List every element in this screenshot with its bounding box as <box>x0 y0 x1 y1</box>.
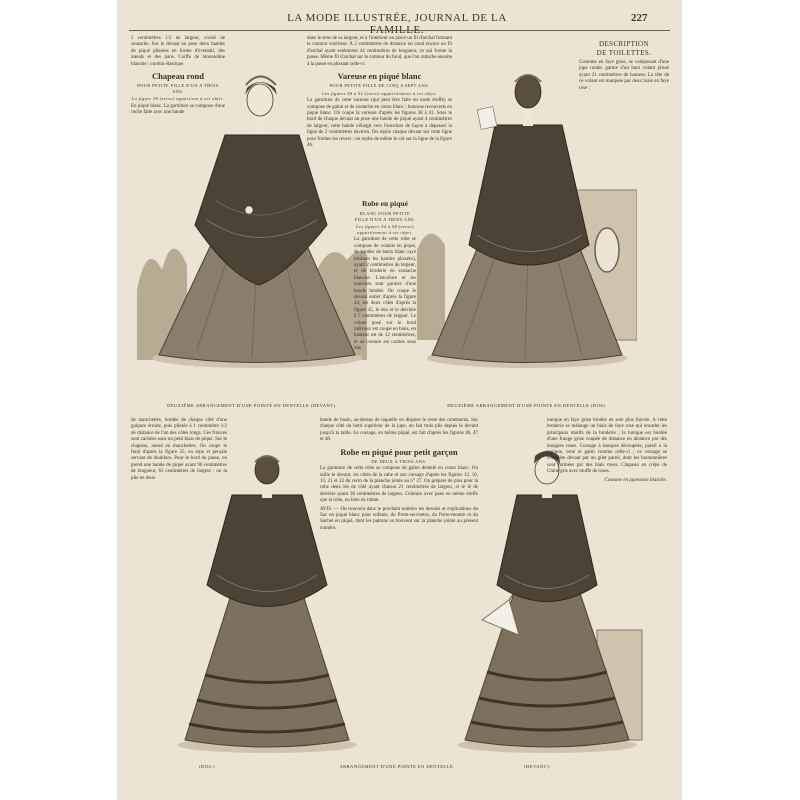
text-column-d <box>579 40 669 94</box>
heading-de-toilettes: DE TOILETTES. <box>596 48 652 57</box>
body-paragraph: de manchettes, bordée de chaque côté d'une guipure étroite, puis plissée à 1 centimètre 1/2 de distance de l'un des côtés longs. Ces fronces sont cachées sous un petit biais de piqué. Sur le chapeau, nœud en manchettes. On coupe le fond d'après la figure 35, en repe et perçale servant de doublure. Pour le bord du passe, on prend une bande de piqué ayant 96 centimètres de longueur, 63 centimètres de largeur ; on la plie en deux <box>131 418 227 481</box>
figure-reference: La figure 38 (verso) appartient à cet objet. <box>131 96 225 102</box>
body-paragraph: La garniture de cette vareuse (qui peut être faite en toute étoffe) se compose de galon et de soutache en coton blanc ; boutons recouverts en piqué blanc. On coupe la vareuse d'après les figures 38 à 41. Sous le bord de chaque devant on pose une bande de piqué ayant 4 centimètres de largeur, cette bande s'élargit vers l'encolure de façon à dépasser la ligne de 2 centimètres environ. On replie chaque devant sur cette ligne pour former les revers ; on replie de même le col sur la ligne de la figure 46. <box>307 98 452 149</box>
text-column-c <box>354 196 416 355</box>
description-label: DESCRIPTION <box>599 40 649 48</box>
subheading-petit-garcon: DE DEUX A TROIS ANS. <box>371 458 427 464</box>
body-paragraph: bande de basin, au-dessus de laquelle on dispose le reste des ornements. Sur chaque côté du bord supérieur de la jupe, on fait trois plis depuis le devant jusqu'à la taille. Le corsage, en même piqué, est fait d'après les figures 46, 47 et 48. <box>320 418 478 443</box>
woman-figure-front-lower <box>447 450 647 760</box>
body-paragraph: La garniture de cette robe se compose de volants en piqué, de bandes de basin blanc rayé (imitant les bandes plissées), ayant 2 centimètres de largeur, et de broderie en soutache blanche. L'encolure et les manches sont garnies d'une bande brodée. On coupe le devant entier d'après la figure 44, les deux côtés d'après la figure 45, le dos et le derrière à 7 centimètres de largeur. Le volant posé sur le bord inférieur est coupé en biais, en hauteur est de 12 centimètres, et sa couture est cachée sous une <box>354 237 416 352</box>
page-number: 227 <box>631 12 648 24</box>
caption-bottom-left: (DOS.) <box>199 764 215 769</box>
fashion-plate-bottom-right <box>447 450 647 760</box>
text-column-g <box>547 418 667 486</box>
intro-paragraph: 2 centimètres 1/2 de largeur, croisé de soutache. Sur le devant on pose deux bandes de piqué plissées en forme d'éventail, des nœuds et des pans. Coiffe de mousseline blanche ; cordon élastique. <box>131 36 225 67</box>
running-title: LA MODE ILLUSTRÉE, JOURNAL DE LA FAMILLE. <box>287 12 507 36</box>
costume-note: Costume en japonaise blanche. <box>604 477 667 483</box>
subheading-vareuse: POUR PETITE FILLE DE CINQ A SEPT ANS. <box>329 83 430 89</box>
magazine-page <box>117 0 682 800</box>
heading-vareuse: Vareuse en piqué blanc <box>337 71 422 82</box>
body-paragraph-2: La garniture de cette robe se compose de galon dentelé en coton blanc. On taille le devant, les côtés de la robe et son corsage d'après les figures 12, 10, 13, 21 et 22 du recto de la planche jointe au n° 27. On prépare de plus pour la robe deux lés de côté ayant chacun 21 centimètres de largeur, et le lé de derrière ayant 36 centimètres de largeur. Ceinture avec pans en même étoffe que la robe, ou bien en ruban. <box>320 466 478 504</box>
body-paragraph: tunique en faye grise brodée en soie plus foncée. A cette broderie se mélange un biais de faye rose qui encadre les principaux motifs de la broderie ; la tunique est bordée d'une frange grise coupée de distance en distance par des houppes roses. Corsage à basques découpées, pareil à la tunique, orné et garni comme celle-ci ; ce corsage se complète devant par un gilet pareil, dont les boutonnières sont formées par des biais roses. Chapeau en crêpe de Chine gris avec touffe de roses. <box>547 418 667 475</box>
figure-reference: Les figures 58 à 52 (verso) appartiennent à cet objet. <box>322 90 437 96</box>
subheading-chapeau: POUR PETITE FILLE D'UN A TROIS ANS. <box>137 83 219 94</box>
heading-robe-petit-garcon: Robe en piqué pour petit garçon <box>340 446 458 457</box>
notice-paragraph: AVIS. — On trouvera dans le prochain numéro les dessins et explications du Sac en piqué blanc pour enfants, du Porte-serviettes, du Porte-montre et du Sachet en piqué, dont les patrons se trouvent sur la planche jointe au présent numéro. <box>320 506 478 531</box>
figure-reference: Les figures 54 à 58 (verso) appartiennent à cet objet. <box>356 224 414 235</box>
header-rule <box>129 30 670 31</box>
caption-top-left: DEUXIÈME ARRANGEMENT D'UNE POINTE EN DENTELLE (DEVANT). <box>167 403 337 408</box>
body-paragraph: En piqué blanc. La garniture se compose d'une ruche faite avec une bande <box>131 103 225 116</box>
caption-bottom-right: (DEVANT.) <box>524 764 550 769</box>
heading-chapeau-rond: Chapeau rond <box>151 71 205 82</box>
heading-robe-en-pique: Robe en piqué <box>362 199 408 208</box>
intro-paragraph: dans le sens de sa largeur, et à l'intérieur on place un fil d'archal formant le contour extérieur. A 2 centimètres de distance on coud encore un fil d'archal ayant seulement 44 centimètres de longueur, ce qui forme la passe. Même fil d'archal sur le contour du fond, que l'on rattache ensuite à la passe en plissant celle-ci. <box>307 36 452 67</box>
caption-top-right: DEUXIÈME ARRANGEMENT D'UNE POINTE EN DENTELLE (DOS). <box>447 403 607 408</box>
body-paragraph: Costume en faye grise, se composant d'une jupe ronde, garnie d'un haut volant plissé ayant 21 centimètres de hauteur. La tête de ce volant est marquée par deux biais en faye rose ; <box>579 60 669 91</box>
subheading-robe: BLANC POUR PETITE FILLE D'UN A TROIS ANS. <box>354 211 416 222</box>
caption-bottom-center: ARRANGEMENT D'UNE POINTE EN DENTELLE. <box>339 764 455 769</box>
